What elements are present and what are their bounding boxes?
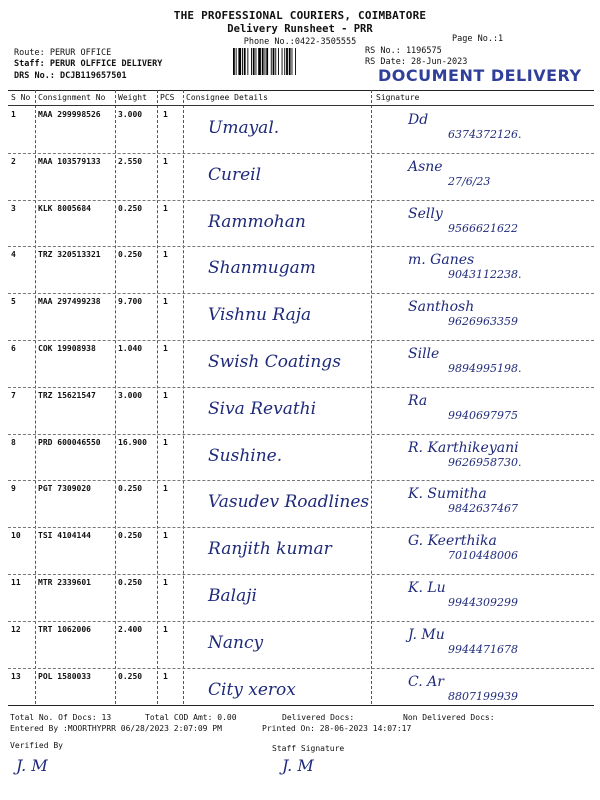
row-signature-phone: 9940697975 <box>448 408 518 422</box>
barcode-bar <box>282 48 283 75</box>
route-label: Route: PERUR OFFICE <box>14 48 112 58</box>
col-header-sno: S No <box>11 93 31 102</box>
row-signature-phone: 9043112238. <box>448 268 522 282</box>
row-pcs: 1 <box>163 671 168 681</box>
barcode <box>232 48 356 75</box>
row-pcs: 1 <box>163 484 168 494</box>
barcode-bar <box>262 48 264 75</box>
barcode-bar <box>251 48 252 75</box>
row-signature: J. Mu <box>408 626 445 643</box>
rs-number: RS No.: 1196575 <box>365 46 442 56</box>
col-header-consignee: Consignee Details <box>186 93 268 102</box>
row-weight: 3.000 <box>118 110 143 119</box>
row-consignment-no: TRT 1062006 <box>38 624 91 634</box>
barcode-bar <box>278 48 279 75</box>
barcode-bar <box>292 48 293 75</box>
row-sno: 3 <box>11 203 16 213</box>
row-sno: 2 <box>11 156 16 166</box>
non-delivered-docs: Non Delivered Docs: <box>403 713 495 722</box>
barcode-bar <box>265 48 266 75</box>
row-weight: 0.250 <box>118 203 143 213</box>
row-pcs: 1 <box>163 344 168 353</box>
row-signature: Sille <box>408 346 440 362</box>
row-sno: 4 <box>11 250 16 260</box>
row-signature: Dd <box>408 112 429 128</box>
row-pcs: 1 <box>163 203 168 213</box>
row-consignee: Rammohan <box>208 211 306 232</box>
row-consignment-no: PRD 600046550 <box>38 437 101 447</box>
barcode-bar <box>273 48 275 75</box>
barcode-bar <box>253 48 255 75</box>
row-sno: 12 <box>11 624 21 634</box>
row-consignment-no: MAA 103579133 <box>38 156 101 166</box>
row-consignee: City xerox <box>208 679 296 700</box>
barcode-bar <box>289 48 291 75</box>
row-signature: Asne <box>408 158 443 175</box>
runsheet-title: Delivery Runsheet - PRR <box>227 23 373 35</box>
row-weight: 2.400 <box>118 624 143 634</box>
page-number: Page No.:1 <box>452 34 504 44</box>
col-header-weight: Weight <box>118 93 147 102</box>
row-consignee: Balaji <box>208 586 257 606</box>
row-sno: 5 <box>11 297 16 307</box>
row-weight: 0.250 <box>118 484 143 494</box>
row-consignee: Umayal. <box>208 118 280 138</box>
row-signature-phone: 6374372126. <box>448 128 522 141</box>
table-row <box>8 387 594 433</box>
row-consignment-no: MAA 299998526 <box>38 110 101 119</box>
row-consignment-no: TRZ 320513321 <box>38 250 101 260</box>
row-consignment-no: TRZ 15621547 <box>38 390 96 400</box>
row-consignee: Swish Coatings <box>208 352 341 372</box>
delivered-docs: Delivered Docs: <box>282 713 355 722</box>
verified-signature: J. M <box>16 756 48 775</box>
row-sno: 6 <box>11 344 16 353</box>
row-signature-phone: 27/6/23 <box>448 174 491 188</box>
row-pcs: 1 <box>163 624 168 634</box>
table-row <box>8 527 594 573</box>
barcode-bar <box>258 48 261 75</box>
row-consignment-no: POL 1580033 <box>38 671 91 681</box>
row-signature-phone: 9842637467 <box>448 502 518 516</box>
row-signature-phone: 9626963359 <box>448 315 518 329</box>
barcode-bar <box>284 48 285 75</box>
row-consignee: Vishnu Raja <box>208 305 312 326</box>
table-row <box>8 480 594 526</box>
table-row <box>8 293 594 339</box>
row-consignment-no: MTR 2339601 <box>38 578 91 587</box>
row-signature-phone: 9944309299 <box>448 596 518 609</box>
row-consignee: Sushine. <box>208 445 283 466</box>
barcode-bar <box>242 48 243 75</box>
table-row <box>8 434 594 480</box>
row-weight: 1.040 <box>118 344 143 353</box>
row-signature-phone: 7010448006 <box>448 549 518 563</box>
barcode-bar <box>286 48 288 75</box>
company-name: THE PROFESSIONAL COURIERS, COIMBATORE <box>173 9 427 22</box>
row-pcs: 1 <box>163 297 168 307</box>
verified-by-label: Verified By <box>10 741 63 750</box>
table-row <box>8 340 594 386</box>
row-consignee: Nancy <box>208 632 264 653</box>
row-signature-phone: 9626958730. <box>448 455 522 469</box>
barcode-bar <box>236 48 237 75</box>
row-sno: 10 <box>11 531 21 541</box>
row-signature: Selly <box>408 205 443 222</box>
row-weight: 3.000 <box>118 390 143 400</box>
row-pcs: 1 <box>163 578 168 587</box>
entered-by: Entered By :MOORTHYPRR 06/28/2023 2:07:09 PM <box>10 724 222 733</box>
table-row <box>8 106 594 152</box>
row-weight: 0.250 <box>118 578 143 587</box>
row-signature: Ra <box>408 392 428 409</box>
barcode-bar <box>238 48 241 75</box>
col-header-pcs: PCS <box>160 93 175 102</box>
row-pcs: 1 <box>163 110 168 119</box>
row-signature: m. Ganes <box>408 252 475 269</box>
row-consignee: Vasudev Roadlines <box>208 492 370 513</box>
printed-on: Printed On: 28-06-2023 14:07:17 <box>262 724 412 733</box>
row-consignment-no: KLK 8005684 <box>38 203 91 213</box>
row-pcs: 1 <box>163 531 168 541</box>
row-pcs: 1 <box>163 390 168 400</box>
staff-label: Staff: PERUR OLFFICE DELIVERY <box>14 59 163 69</box>
rs-date: RS Date: 28-Jun-2023 <box>365 57 468 67</box>
document-delivery-stamp: DOCUMENT DELIVERY <box>378 66 582 85</box>
phone-number: Phone No.:0422-3505555 <box>243 37 357 47</box>
row-signature-phone: 9894995198. <box>448 362 522 375</box>
row-signature: K. Lu <box>408 580 446 596</box>
barcode-bar <box>266 48 268 75</box>
total-docs: Total No. Of Docs: 13 <box>10 713 112 722</box>
row-sno: 7 <box>11 390 16 400</box>
staff-signature: J. M <box>282 756 314 775</box>
col-header-signature: Signature <box>376 93 420 102</box>
barcode-bar <box>247 48 248 75</box>
row-weight: 0.250 <box>118 531 143 541</box>
barcode-bar <box>244 48 246 75</box>
row-weight: 9.700 <box>118 297 143 307</box>
row-signature: C. Ar <box>408 673 444 690</box>
row-consignment-no: COK 19908938 <box>38 344 96 353</box>
row-pcs: 1 <box>163 250 168 260</box>
barcode-bar <box>256 48 257 75</box>
row-consignment-no: MAA 297499238 <box>38 297 101 307</box>
row-consignee: Shanmugam <box>208 258 316 279</box>
row-consignee: Cureil <box>208 164 262 185</box>
table-row <box>8 574 594 620</box>
row-consignment-no: PGT 7309020 <box>38 484 91 494</box>
row-pcs: 1 <box>163 437 168 447</box>
row-weight: 16.900 <box>118 437 147 447</box>
row-sno: 11 <box>11 578 21 587</box>
table-row <box>8 668 594 714</box>
row-signature: K. Sumitha <box>408 486 487 503</box>
row-weight: 2.550 <box>118 156 143 166</box>
row-consignee: Siva Revathi <box>208 398 317 419</box>
total-cod: Total COD Amt: 0.00 <box>145 713 237 722</box>
row-weight: 0.250 <box>118 250 143 260</box>
row-sno: 9 <box>11 484 16 494</box>
table-row <box>8 200 594 246</box>
row-signature-phone: 8807199939 <box>448 689 518 703</box>
row-signature-phone: 9566621622 <box>448 221 518 235</box>
row-sno: 8 <box>11 437 16 447</box>
row-signature: Santhosh <box>408 299 475 316</box>
table-row <box>8 246 594 292</box>
barcode-bar <box>275 48 276 75</box>
row-signature-phone: 9944471678 <box>448 642 518 656</box>
table-row <box>8 621 594 667</box>
drs-number: DRS No.: DCJB119657501 <box>14 71 127 81</box>
row-sno: 13 <box>11 671 21 681</box>
col-header-consignment: Consignment No <box>38 93 106 102</box>
barcode-bar <box>295 48 296 75</box>
row-consignee: Ranjith kumar <box>208 539 332 560</box>
row-signature: R. Karthikeyani <box>408 439 519 456</box>
barcode-bar <box>271 48 272 75</box>
row-sno: 1 <box>11 110 16 119</box>
row-pcs: 1 <box>163 156 168 166</box>
barcode-bar <box>233 48 235 75</box>
row-signature: G. Keerthika <box>408 533 497 550</box>
row-weight: 0.250 <box>118 671 143 681</box>
staff-signature-label: Staff Signature <box>272 744 345 753</box>
table-row <box>8 153 594 199</box>
row-consignment-no: TSI 4104144 <box>38 531 91 541</box>
